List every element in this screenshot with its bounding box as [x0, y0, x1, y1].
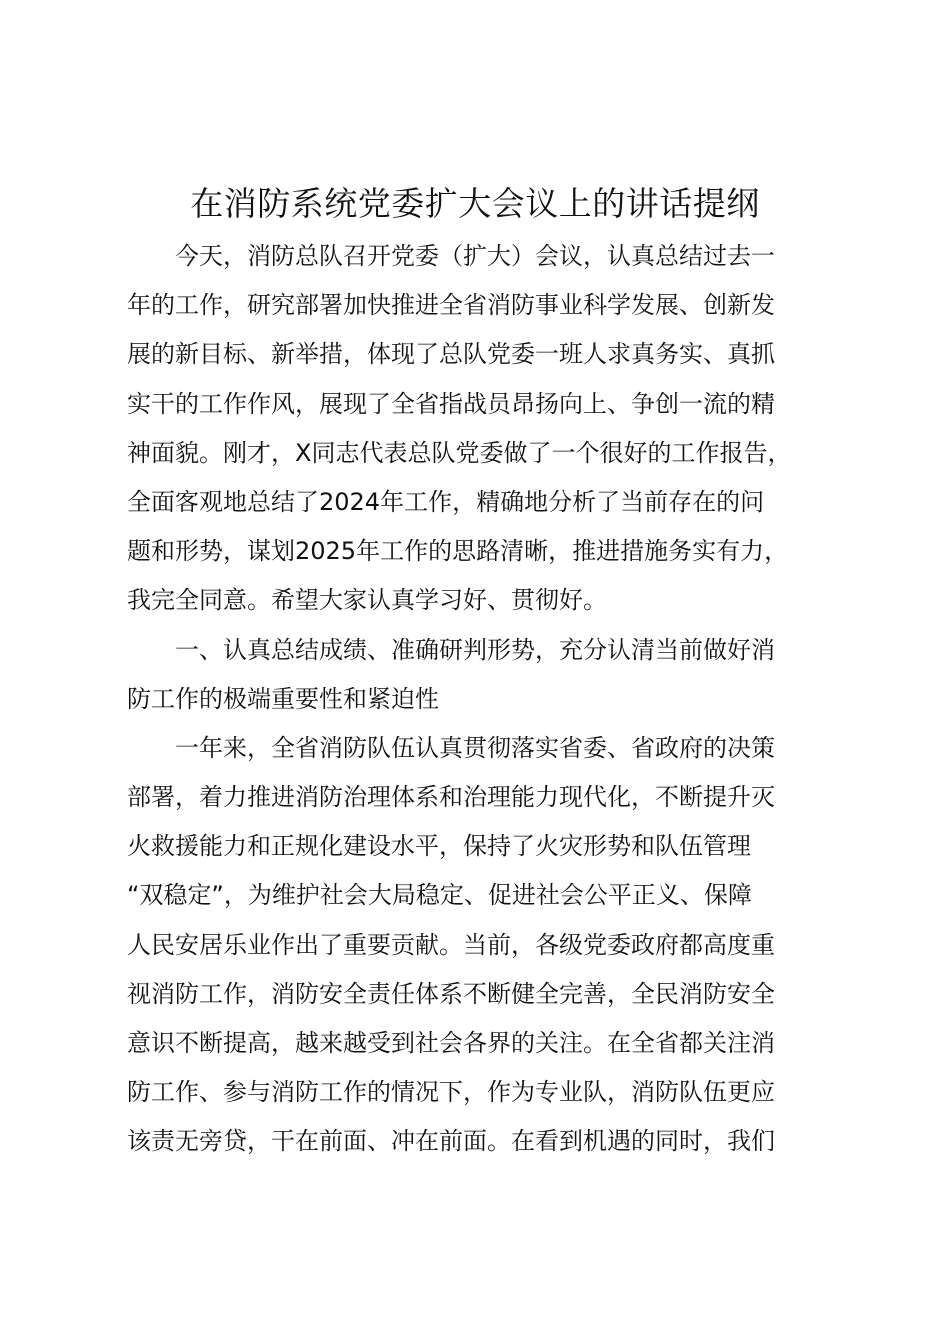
paragraph-line: 火救援能力和正规化建设水平，保持了火灾形势和队伍管理: [127, 832, 751, 861]
section-heading-line: 防工作的极端重要性和紧迫性: [127, 684, 439, 713]
paragraph-line: 全面客观地总结了2024年工作，精确地分析了当前存在的问: [127, 487, 765, 516]
paragraph-line: 题和形势，谋划2025年工作的思路清晰，推进措施务实有力，: [127, 537, 789, 566]
document-title: 在消防系统党委扩大会议上的讲话提纲: [190, 184, 760, 223]
section-heading-line: 一、认真总结成绩、准确研判形势，充分认清当前做好消: [175, 635, 775, 664]
paragraph-line: “双稳定”，为维护社会大局稳定、促进社会公平正义、保障: [127, 881, 752, 910]
paragraph-line: 部署，着力推进消防治理体系和治理能力现代化，不断提升灭: [127, 783, 775, 812]
paragraph-line: 视消防工作，消防安全责任体系不断健全完善，全民消防安全: [127, 979, 775, 1008]
paragraph-line: 意识不断提高，越来越受到社会各界的关注。在全省都关注消: [127, 1029, 775, 1057]
paragraph-line: 今天，消防总队召开党委（扩大）会议，认真总结过去一: [175, 242, 775, 270]
paragraph-line: 一年来，全省消防队伍认真贯彻落实省委、省政府的决策: [175, 733, 775, 762]
paragraph-line: 人民安居乐业作出了重要贡献。当前，各级党委政府都高度重: [127, 930, 775, 959]
paragraph-line: 实干的工作作风，展现了全省指战员昂扬向上、争创一流的精: [127, 389, 775, 418]
document-body: [127, 232, 833, 1167]
paragraph-line: 我完全同意。希望大家认真学习好、贯彻好。: [127, 586, 607, 615]
paragraph-line: 防工作、参与消防工作的情况下，作为专业队，消防队伍更应: [127, 1078, 775, 1107]
paragraph-line: 展的新目标、新举措，体现了总队党委一班人求真务实、真抓: [127, 340, 775, 369]
paragraph-line: 该责无旁贷，干在前面、冲在前面。在看到机遇的同时，我们: [127, 1127, 775, 1156]
paragraph-line: 年的工作，研究部署加快推进全省消防事业科学发展、创新发: [127, 291, 775, 320]
paragraph-line: 神面貌。刚才，X同志代表总队党委做了一个很好的工作报告，: [127, 438, 792, 467]
